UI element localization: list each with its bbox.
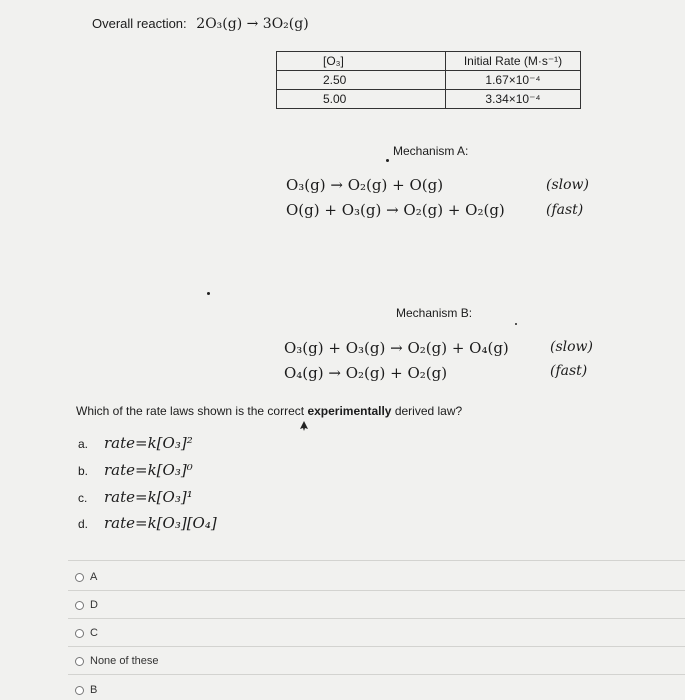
divider: [68, 560, 685, 561]
option-d-label: d.: [78, 517, 89, 531]
radio-button[interactable]: [75, 573, 84, 582]
mechanism-b-step-1: O₃(g) + O₃(g) → O₂(g) + O₄(g): [284, 339, 509, 357]
mechanism-b-title: Mechanism B:: [396, 306, 473, 320]
radio-button[interactable]: [75, 601, 84, 610]
divider: [68, 646, 685, 647]
mouse-cursor-icon: [298, 420, 310, 432]
table-cell: 1.67×10⁻⁴: [446, 71, 581, 90]
table-row: [277, 71, 581, 90]
question-bold: experimentally: [307, 404, 392, 418]
answer-option-b[interactable]: [75, 684, 97, 696]
option-a-law: rate=k[O₃]²: [104, 434, 193, 452]
mechanism-a-title: Mechanism A:: [393, 144, 469, 158]
table-cell: 2.50: [277, 71, 446, 90]
mechanism-a-step-2-speed: (fast): [546, 202, 584, 218]
mechanism-b-step-2-speed: (fast): [550, 363, 588, 379]
mechanism-a-step-1-speed: (slow): [546, 177, 589, 193]
divider: [68, 674, 685, 675]
table-header-rate: Initial Rate (M·s⁻¹): [446, 52, 581, 71]
table-header-concentration: [O₃]: [277, 52, 446, 71]
radio-button[interactable]: [75, 629, 84, 638]
option-b: [78, 461, 193, 479]
answer-option-d[interactable]: [75, 599, 98, 611]
answer-label: C: [90, 627, 98, 639]
option-b-label: b.: [78, 464, 89, 478]
answer-option-a[interactable]: [75, 571, 97, 583]
option-c-label: c.: [78, 491, 88, 505]
option-c: [78, 488, 193, 506]
overall-reaction-label: Overall reaction:: [92, 16, 187, 31]
answer-option-none[interactable]: [75, 655, 159, 667]
question-text: [76, 404, 462, 418]
bullet-dot: [386, 159, 389, 162]
option-c-law: rate=k[O₃]¹: [104, 488, 193, 506]
answer-option-c[interactable]: [75, 627, 98, 639]
mechanism-b-step-1-speed: (slow): [550, 339, 593, 355]
option-a: [78, 434, 193, 452]
stray-mark: [207, 292, 210, 295]
option-b-law: rate=k[O₃]⁰: [104, 461, 193, 479]
mechanism-a-step-1: O₃(g) → O₂(g) + O(g): [286, 176, 444, 194]
option-d: [78, 514, 217, 532]
table-cell: 5.00: [277, 90, 446, 109]
stray-mark: [515, 323, 517, 325]
divider: [68, 590, 685, 591]
answer-label: D: [90, 599, 98, 611]
answer-label: None of these: [90, 655, 159, 667]
mechanism-b-step-2: O₄(g) → O₂(g) + O₂(g): [284, 364, 448, 382]
answer-label: B: [90, 684, 98, 696]
radio-button[interactable]: [75, 657, 84, 666]
answer-label: A: [90, 571, 98, 583]
mechanism-a-step-2: O(g) + O₃(g) → O₂(g) + O₂(g): [286, 201, 505, 219]
table-header-row: [277, 52, 581, 71]
table-row: [277, 90, 581, 109]
option-a-label: a.: [78, 437, 89, 451]
radio-button[interactable]: [75, 686, 84, 695]
overall-reaction: [92, 16, 309, 32]
rate-data-table: [276, 51, 581, 109]
table-cell: 3.34×10⁻⁴: [446, 90, 581, 109]
overall-reaction-equation: 2O₃(g) → 3O₂(g): [196, 16, 309, 32]
option-d-law: rate=k[O₃][O₄]: [104, 514, 217, 532]
divider: [68, 618, 685, 619]
question-suffix: derived law?: [391, 404, 463, 418]
question-prefix: Which of the rate laws shown is the correct: [76, 404, 308, 418]
